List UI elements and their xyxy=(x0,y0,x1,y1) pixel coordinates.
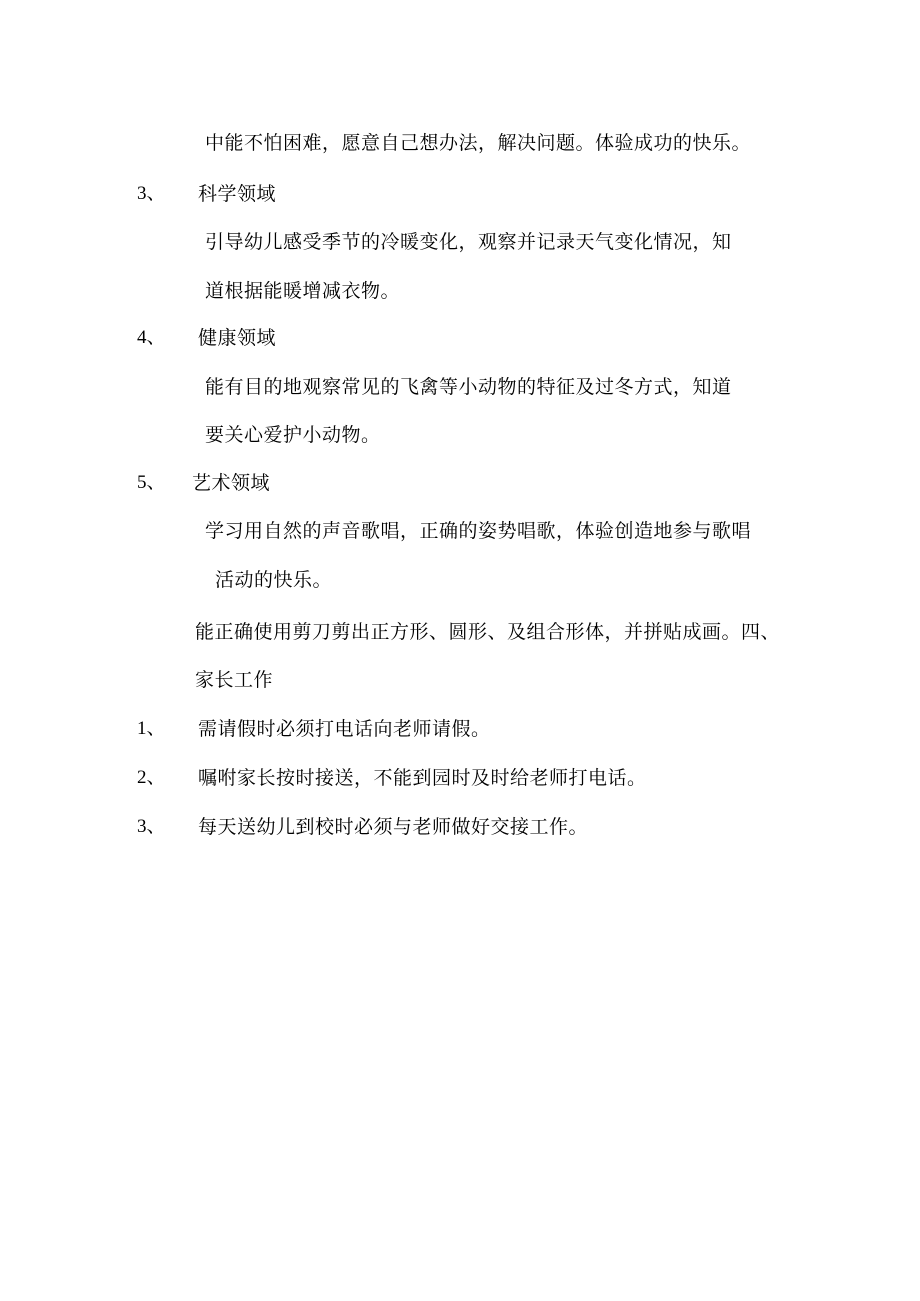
list-number: 3、 xyxy=(137,816,166,837)
list-item: 嘱咐家长按时接送，不能到园时及时给老师打电话。 xyxy=(198,767,647,789)
list-number: 5、 xyxy=(137,472,166,493)
section-heading: 家长工作 xyxy=(195,669,274,691)
section-heading: 健康领域 xyxy=(198,327,277,349)
text-line: 学习用自然的声音歌唱，正确的姿势唱歌，体验创造地参与歌唱 xyxy=(205,520,752,542)
list-number: 4、 xyxy=(137,327,166,348)
text-line: 能正确使用剪刀剪出正方形、圆形、及组合形体，并拼贴成画。四、 xyxy=(195,621,781,643)
text-line: 引导幼儿感受季节的冷暖变化，观察并记录天气变化情况，知 xyxy=(205,231,732,253)
text-line: 活动的快乐。 xyxy=(215,569,333,591)
section-heading: 艺术领域 xyxy=(192,472,271,494)
text-line: 中能不怕困难，愿意自己想办法，解决问题。体验成功的快乐。 xyxy=(205,132,752,154)
text-line: 道根据能暖增减衣物。 xyxy=(205,280,401,302)
section-heading: 科学领域 xyxy=(198,183,277,205)
list-item: 每天送幼儿到校时必须与老师做好交接工作。 xyxy=(198,816,589,838)
list-number: 2、 xyxy=(137,767,166,788)
text-line: 能有目的地观察常见的飞禽等小动物的特征及过冬方式，知道 xyxy=(205,376,732,398)
list-item: 需请假时必须打电话向老师请假。 xyxy=(198,718,491,740)
text-line: 要关心爱护小动物。 xyxy=(205,424,381,446)
list-number: 3、 xyxy=(137,183,166,204)
list-number: 1、 xyxy=(137,718,166,739)
